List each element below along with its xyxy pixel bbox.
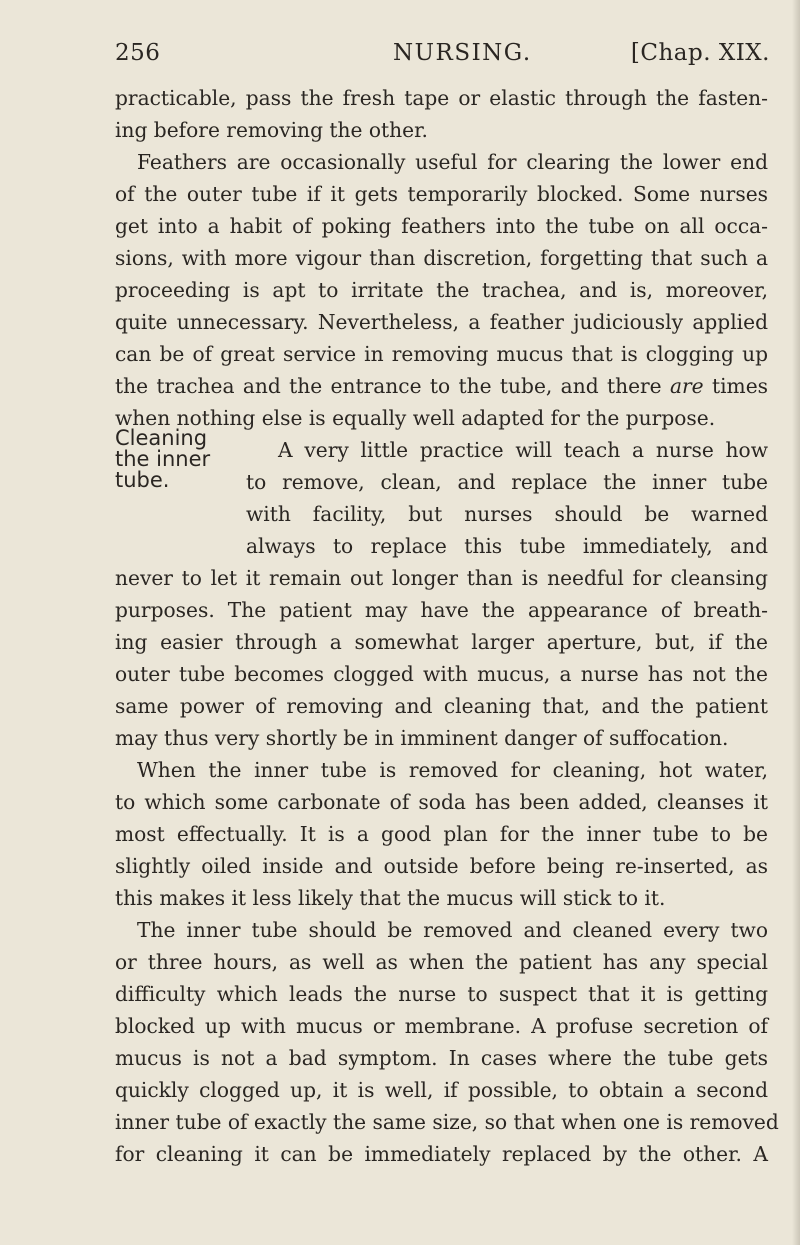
page-number: 256 <box>115 40 161 66</box>
text-line: sions, with more vigour than discretion, forgetting that such a <box>115 246 768 270</box>
text-line: to which some carbonate of soda has been added, cleanses it <box>115 790 768 814</box>
margin-note-line: the inner <box>115 447 211 471</box>
text-line: with facility, but nurses should be warned <box>246 502 768 526</box>
text-line: to remove, clean, and replace the inner tube <box>246 470 768 494</box>
text-line: A very little practice will teach a nurse how <box>278 438 768 462</box>
text-line: mucus is not a bad symptom. In cases where the tube gets <box>115 1046 768 1070</box>
text-line: can be of great service in removing mucus that is clogging up <box>115 342 768 366</box>
text-line: The inner tube should be removed and cleaned every two <box>137 918 768 942</box>
text-fragment: the trachea and the entrance to the tube, and there <box>115 374 662 398</box>
text-line: of the outer tube if it gets temporarily blocked. Some nurses <box>115 182 768 206</box>
text-line: quite unnecessary. Nevertheless, a feather judiciously applied <box>115 310 768 334</box>
italic-word: are <box>669 374 704 398</box>
text-line: proceeding is apt to irritate the trachea, and is, moreover, <box>115 278 768 302</box>
text-line: outer tube becomes clogged with mucus, a nurse has not the <box>115 662 768 686</box>
text-line-italic <box>115 370 768 402</box>
text-line: most effectually. It is a good plan for the inner tube to be <box>115 822 768 846</box>
text-line: quickly clogged up, it is well, if possible, to obtain a second <box>115 1078 768 1102</box>
text-line: Feathers are occasionally useful for clearing the lower end <box>137 150 768 174</box>
text-line: inner tube of exactly the same size, so that when one is removed <box>115 1110 779 1134</box>
page-edge-shadow <box>792 0 800 1245</box>
running-title: NURSING. <box>393 40 532 66</box>
margin-note-line: tube. <box>115 468 170 492</box>
text-line: difficulty which leads the nurse to suspect that it is getting <box>115 982 768 1006</box>
text-fragment: times <box>711 374 769 398</box>
text-line: may thus very shortly be in imminent danger of suffocation. <box>115 726 729 750</box>
text-line: ing before removing the other. <box>115 118 428 142</box>
margin-note-line: Cleaning <box>115 426 208 450</box>
text-line: for cleaning it can be immediately replaced by the other. A <box>115 1142 768 1166</box>
text-line: when nothing else is equally well adapted for the purpose. <box>115 406 716 430</box>
text-line: get into a habit of poking feathers into the tube on all occa- <box>115 214 768 238</box>
text-line: or three hours, as well as when the patient has any special <box>115 950 768 974</box>
chapter-label: [Chap. XIX. <box>630 40 770 66</box>
text-line: purposes. The patient may have the appearance of breath- <box>115 598 768 622</box>
text-line: always to replace this tube immediately, and <box>246 534 768 558</box>
text-line: When the inner tube is removed for cleaning, hot water, <box>137 758 768 782</box>
text-line: this makes it less likely that the mucus will stick to it. <box>115 886 666 910</box>
margin-note <box>115 428 235 491</box>
text-line: practicable, pass the fresh tape or elastic through the fasten- <box>115 86 768 110</box>
text-line: blocked up with mucus or membrane. A profuse secretion of <box>115 1014 768 1038</box>
text-line: same power of removing and cleaning that, and the patient <box>115 694 768 718</box>
running-head <box>115 40 770 70</box>
text-line: never to let it remain out longer than is needful for cleansing <box>115 566 768 590</box>
text-line: ing easier through a somewhat larger aperture, but, if the <box>115 630 768 654</box>
text-line: slightly oiled inside and outside before being re-inserted, as <box>115 854 768 878</box>
